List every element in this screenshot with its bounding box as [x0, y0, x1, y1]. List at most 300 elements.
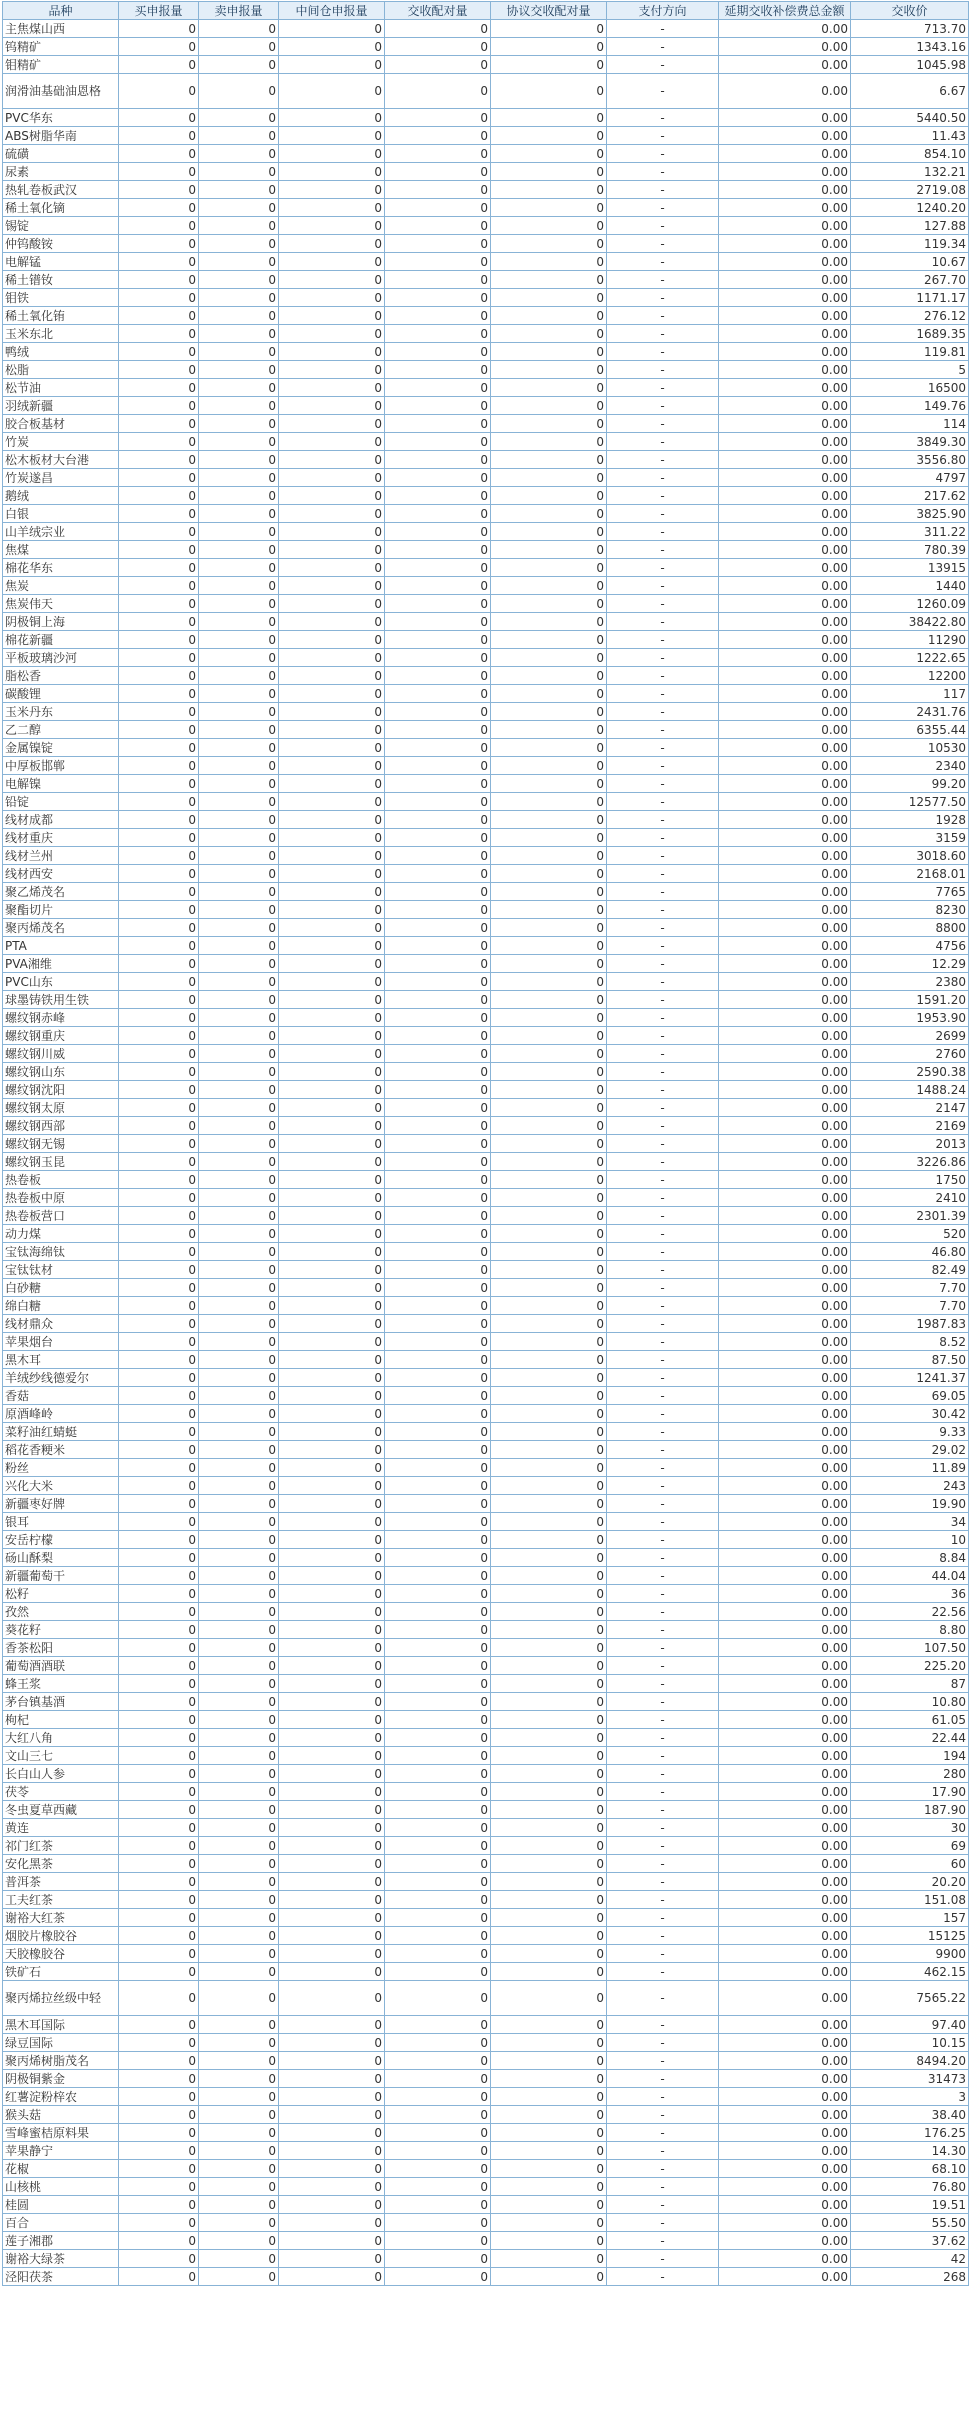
table-row [3, 1405, 969, 1423]
table-cell: 0 [279, 505, 385, 523]
table-cell: 0 [385, 1369, 491, 1387]
table-cell: - [607, 775, 719, 793]
table-cell: 0 [119, 379, 199, 397]
table-cell: 0 [491, 1927, 607, 1945]
table-cell: 0 [199, 901, 279, 919]
table-cell: 0 [199, 811, 279, 829]
table-cell: 0 [491, 2142, 607, 2160]
table-cell: 1440 [851, 577, 969, 595]
table-cell: 0.00 [719, 1621, 851, 1639]
table-cell: 8494.20 [851, 2052, 969, 2070]
table-cell: 0 [199, 847, 279, 865]
table-row [3, 883, 969, 901]
table-cell: 7765 [851, 883, 969, 901]
table-cell: 0 [119, 847, 199, 865]
table-cell: 0.00 [719, 1891, 851, 1909]
table-cell: 0 [491, 1657, 607, 1675]
table-cell: 0 [385, 1621, 491, 1639]
table-cell: 520 [851, 1225, 969, 1243]
table-row [3, 1315, 969, 1333]
table-cell: 38422.80 [851, 613, 969, 631]
table-cell: - [607, 1207, 719, 1225]
table-cell: - [607, 1261, 719, 1279]
table-cell: 0 [119, 2196, 199, 2214]
table-cell: 0 [199, 577, 279, 595]
table-cell: 0 [199, 1891, 279, 1909]
commodity-cell: 胶合板基材 [3, 415, 119, 433]
table-cell: 0 [491, 1099, 607, 1117]
table-cell: 0 [119, 1549, 199, 1567]
table-cell: 0 [491, 217, 607, 235]
table-cell: 0 [199, 1315, 279, 1333]
table-cell: 0 [119, 1783, 199, 1801]
table-cell: 0 [491, 451, 607, 469]
table-cell: 0 [199, 56, 279, 74]
commodity-cell: 香菇 [3, 1387, 119, 1405]
table-cell: 0.00 [719, 2178, 851, 2196]
table-cell: 0 [385, 2016, 491, 2034]
table-cell: 0 [279, 1207, 385, 1225]
commodity-cell: 天胶橡胶谷 [3, 1945, 119, 1963]
table-cell: 0 [279, 38, 385, 56]
table-cell: 0.00 [719, 1675, 851, 1693]
table-cell: 0 [199, 1441, 279, 1459]
table-row [3, 1873, 969, 1891]
table-cell: 0.00 [719, 883, 851, 901]
table-cell: 0 [491, 991, 607, 1009]
table-cell: 0.00 [719, 2214, 851, 2232]
table-cell: 0 [491, 2214, 607, 2232]
table-cell: 0 [491, 847, 607, 865]
table-cell: 0 [491, 74, 607, 109]
table-cell: 0 [279, 1117, 385, 1135]
table-cell: 0 [279, 1423, 385, 1441]
table-cell: 0 [385, 2034, 491, 2052]
table-cell: - [607, 181, 719, 199]
table-cell: 0 [491, 973, 607, 991]
table-cell: - [607, 397, 719, 415]
table-row [3, 1153, 969, 1171]
table-cell: 0 [385, 1081, 491, 1099]
table-cell: 0 [491, 1045, 607, 1063]
commodity-cell: 粉丝 [3, 1459, 119, 1477]
table-row [3, 2268, 969, 2286]
table-cell: 0 [385, 505, 491, 523]
table-cell: - [607, 1639, 719, 1657]
table-cell: 0 [491, 199, 607, 217]
table-cell: 0 [385, 2142, 491, 2160]
table-cell: 0 [385, 1657, 491, 1675]
table-cell: 0 [491, 1279, 607, 1297]
table-cell: 0 [491, 595, 607, 613]
table-row [3, 757, 969, 775]
table-cell: 132.21 [851, 163, 969, 181]
commodity-cell: 花椒 [3, 2160, 119, 2178]
table-row [3, 253, 969, 271]
table-cell: 0 [491, 505, 607, 523]
table-cell: 0 [279, 1927, 385, 1945]
table-row [3, 397, 969, 415]
table-cell: 157 [851, 1909, 969, 1927]
table-cell: - [607, 235, 719, 253]
table-cell: 0 [119, 1585, 199, 1603]
commodity-cell: 棉花华东 [3, 559, 119, 577]
commodity-cell: 电解镍 [3, 775, 119, 793]
table-cell: 0.00 [719, 505, 851, 523]
table-cell: 0 [279, 2016, 385, 2034]
table-cell: 1045.98 [851, 56, 969, 74]
table-cell: 0 [119, 721, 199, 739]
table-cell: 11.89 [851, 1459, 969, 1477]
commodity-cell: 新疆枣好牌 [3, 1495, 119, 1513]
table-cell: - [607, 1189, 719, 1207]
table-cell: - [607, 307, 719, 325]
table-row [3, 451, 969, 469]
table-cell: 8.84 [851, 1549, 969, 1567]
table-cell: 0 [491, 613, 607, 631]
commodity-cell: 铁矿石 [3, 1963, 119, 1981]
table-cell: 0 [199, 2106, 279, 2124]
table-cell: 0.00 [719, 343, 851, 361]
table-cell: 0 [491, 1801, 607, 1819]
table-cell: 38.40 [851, 2106, 969, 2124]
table-cell: 0 [385, 1387, 491, 1405]
table-cell: 0 [279, 955, 385, 973]
commodity-cell: 主焦煤山西 [3, 20, 119, 38]
table-cell: 854.10 [851, 145, 969, 163]
table-cell: 0 [199, 721, 279, 739]
table-row [3, 1243, 969, 1261]
table-cell: 0 [199, 1081, 279, 1099]
table-cell: 0 [279, 1477, 385, 1495]
table-cell: 0 [385, 1333, 491, 1351]
table-cell: 0 [385, 559, 491, 577]
table-cell: 0.00 [719, 2142, 851, 2160]
table-cell: 0 [119, 523, 199, 541]
table-cell: 0 [491, 1747, 607, 1765]
commodity-cell: 松脂 [3, 361, 119, 379]
table-cell: 0 [279, 1963, 385, 1981]
table-cell: - [607, 217, 719, 235]
table-cell: - [607, 793, 719, 811]
table-cell: - [607, 1081, 719, 1099]
table-cell: 0 [279, 1981, 385, 2016]
table-cell: 0 [199, 1783, 279, 1801]
table-cell: 0 [119, 739, 199, 757]
table-cell: - [607, 523, 719, 541]
table-cell: 0.00 [719, 1873, 851, 1891]
table-cell: 0 [385, 1837, 491, 1855]
table-cell: - [607, 829, 719, 847]
table-cell: 1953.90 [851, 1009, 969, 1027]
table-row [3, 1099, 969, 1117]
table-cell: 0 [199, 1981, 279, 2016]
table-cell: 0 [491, 1315, 607, 1333]
table-row [3, 631, 969, 649]
table-cell: - [607, 1009, 719, 1027]
table-cell: 0.00 [719, 1351, 851, 1369]
table-cell: 0 [491, 1873, 607, 1891]
table-cell: 0 [491, 56, 607, 74]
table-cell: 0 [385, 1063, 491, 1081]
table-cell: 0 [491, 829, 607, 847]
commodity-cell: 枸杞 [3, 1711, 119, 1729]
commodity-cell: 祁门红茶 [3, 1837, 119, 1855]
table-cell: 0 [199, 1495, 279, 1513]
table-cell: 0 [385, 1927, 491, 1945]
table-cell: 1928 [851, 811, 969, 829]
table-cell: 0.00 [719, 1513, 851, 1531]
table-cell: 0.00 [719, 2106, 851, 2124]
table-cell: 0 [385, 487, 491, 505]
table-cell: 0 [385, 1747, 491, 1765]
table-cell: 0 [199, 1837, 279, 1855]
table-row [3, 1945, 969, 1963]
table-cell: 0 [491, 127, 607, 145]
table-cell: 0 [119, 1081, 199, 1099]
table-cell: 0 [279, 145, 385, 163]
table-cell: 0 [385, 56, 491, 74]
commodity-cell: 聚丙烯拉丝级中轻 [3, 1981, 119, 2016]
commodity-cell: 兴化大米 [3, 1477, 119, 1495]
commodity-cell: 百合 [3, 2214, 119, 2232]
table-cell: 0 [385, 74, 491, 109]
commodity-cell: 香茶松阳 [3, 1639, 119, 1657]
table-cell: 0 [279, 739, 385, 757]
table-cell: 0 [385, 1801, 491, 1819]
commodity-cell: 焦炭伟天 [3, 595, 119, 613]
table-cell: 0 [279, 991, 385, 1009]
table-cell: 0 [199, 1261, 279, 1279]
table-cell: 0 [491, 523, 607, 541]
table-cell: 0 [119, 253, 199, 271]
table-cell: 17.90 [851, 1783, 969, 1801]
table-cell: 0 [279, 811, 385, 829]
table-cell: - [607, 1027, 719, 1045]
table-cell: 0 [279, 1819, 385, 1837]
table-cell: 0.00 [719, 2052, 851, 2070]
table-cell: 0 [491, 2070, 607, 2088]
table-cell: 0 [491, 1567, 607, 1585]
table-cell: 0 [119, 1891, 199, 1909]
table-cell: 0.00 [719, 361, 851, 379]
table-cell: 0 [491, 1711, 607, 1729]
table-cell: - [607, 2034, 719, 2052]
table-cell: 3226.86 [851, 1153, 969, 1171]
table-cell: 0 [279, 1441, 385, 1459]
table-cell: 3556.80 [851, 451, 969, 469]
table-row [3, 199, 969, 217]
table-cell: 1343.16 [851, 38, 969, 56]
table-cell: 0 [119, 631, 199, 649]
table-cell: 0.00 [719, 1729, 851, 1747]
table-cell: 0 [385, 2052, 491, 2070]
commodity-cell: 茅台镇基酒 [3, 1693, 119, 1711]
table-row [3, 1081, 969, 1099]
table-cell: 0 [279, 2178, 385, 2196]
table-row [3, 595, 969, 613]
table-cell: 0 [119, 1837, 199, 1855]
table-cell: 10.80 [851, 1693, 969, 1711]
table-cell: 268 [851, 2268, 969, 2286]
commodity-cell: 线材兰州 [3, 847, 119, 865]
table-cell: 2013 [851, 1135, 969, 1153]
commodity-cell: 普洱茶 [3, 1873, 119, 1891]
table-cell: 0 [491, 397, 607, 415]
table-row [3, 1369, 969, 1387]
table-cell: 0 [279, 325, 385, 343]
table-row [3, 487, 969, 505]
table-cell: 0 [199, 1099, 279, 1117]
commodity-cell: 冬虫夏草西藏 [3, 1801, 119, 1819]
table-cell: 0 [279, 703, 385, 721]
table-cell: 0 [279, 20, 385, 38]
table-cell: 0 [279, 1369, 385, 1387]
table-cell: 0 [199, 38, 279, 56]
table-cell: 0.00 [719, 577, 851, 595]
table-cell: 9900 [851, 1945, 969, 1963]
table-cell: 0.00 [719, 865, 851, 883]
table-cell: 0 [199, 829, 279, 847]
table-cell: - [607, 1711, 719, 1729]
commodity-cell: 原酒峰岭 [3, 1405, 119, 1423]
table-cell: 0 [279, 1351, 385, 1369]
table-cell: 0 [279, 667, 385, 685]
table-cell: - [607, 1531, 719, 1549]
table-cell: 187.90 [851, 1801, 969, 1819]
table-cell: 0.00 [719, 1189, 851, 1207]
table-cell: 0 [279, 1729, 385, 1747]
table-cell: 0.00 [719, 1117, 851, 1135]
table-cell: 0 [119, 1063, 199, 1081]
table-cell: 0 [119, 955, 199, 973]
table-cell: 0 [199, 937, 279, 955]
table-cell: 0 [199, 271, 279, 289]
settlement-table-container [2, 1, 968, 2286]
table-cell: 3849.30 [851, 433, 969, 451]
table-cell: - [607, 1873, 719, 1891]
table-row [3, 1117, 969, 1135]
commodity-cell: 烟胶片橡胶谷 [3, 1927, 119, 1945]
table-cell: 0 [199, 1117, 279, 1135]
commodity-cell: 苹果烟台 [3, 1333, 119, 1351]
table-row [3, 739, 969, 757]
table-cell: 311.22 [851, 523, 969, 541]
table-cell: 0 [385, 109, 491, 127]
table-cell: 0 [279, 2142, 385, 2160]
table-cell: 0 [199, 2124, 279, 2142]
table-cell: - [607, 577, 719, 595]
table-cell: 0 [119, 901, 199, 919]
table-cell: 0 [385, 163, 491, 181]
table-cell: 0 [491, 1225, 607, 1243]
table-cell: 0 [491, 757, 607, 775]
settlement-table [2, 1, 969, 2286]
table-cell: 0.00 [719, 631, 851, 649]
commodity-cell: 松节油 [3, 379, 119, 397]
table-cell: 0 [385, 577, 491, 595]
table-cell: 3018.60 [851, 847, 969, 865]
table-cell: 0 [491, 1135, 607, 1153]
table-cell: - [607, 1351, 719, 1369]
table-cell: 0 [279, 1837, 385, 1855]
table-cell: 0 [199, 1657, 279, 1675]
table-cell: - [607, 721, 719, 739]
table-cell: 15125 [851, 1927, 969, 1945]
table-row [3, 955, 969, 973]
commodity-cell: 焦煤 [3, 541, 119, 559]
table-row [3, 2232, 969, 2250]
table-cell: 0 [119, 757, 199, 775]
commodity-cell: 线材鼎众 [3, 1315, 119, 1333]
commodity-cell: 阴极铜紫金 [3, 2070, 119, 2088]
table-cell: 0 [385, 1423, 491, 1441]
table-cell: 0 [279, 1333, 385, 1351]
table-cell: 0 [491, 1441, 607, 1459]
table-cell: 0 [385, 811, 491, 829]
table-cell: - [607, 1153, 719, 1171]
table-cell: 0.00 [719, 1477, 851, 1495]
table-cell: 0 [279, 397, 385, 415]
table-cell: 0.00 [719, 1207, 851, 1225]
table-cell: 0 [119, 2106, 199, 2124]
table-cell: 0.00 [719, 1837, 851, 1855]
table-cell: 0 [279, 1189, 385, 1207]
table-cell: 0 [279, 253, 385, 271]
table-cell: 0.00 [719, 973, 851, 991]
table-cell: 0.00 [719, 775, 851, 793]
table-cell: 10 [851, 1531, 969, 1549]
table-row [3, 1927, 969, 1945]
table-cell: 0.00 [719, 685, 851, 703]
table-cell: 0 [199, 2142, 279, 2160]
table-cell: 0 [199, 739, 279, 757]
table-cell: 0 [199, 1351, 279, 1369]
table-cell: 6.67 [851, 74, 969, 109]
table-cell: - [607, 2088, 719, 2106]
table-cell: 0.00 [719, 1135, 851, 1153]
table-row [3, 1819, 969, 1837]
table-row [3, 1639, 969, 1657]
table-cell: 0 [119, 433, 199, 451]
table-cell: 0 [385, 325, 491, 343]
table-cell: 0 [199, 1477, 279, 1495]
table-cell: - [607, 1819, 719, 1837]
table-cell: 0 [119, 2142, 199, 2160]
table-cell: 0.00 [719, 127, 851, 145]
table-cell: 0 [491, 703, 607, 721]
table-cell: 0 [199, 109, 279, 127]
table-cell: 0 [279, 1045, 385, 1063]
table-cell: 0 [279, 1765, 385, 1783]
commodity-cell: 螺纹钢沈阳 [3, 1081, 119, 1099]
table-cell: 0 [199, 217, 279, 235]
table-cell: - [607, 1945, 719, 1963]
table-cell: 0 [385, 2268, 491, 2286]
table-cell: 0 [199, 415, 279, 433]
table-cell: 0 [119, 775, 199, 793]
table-cell: 0 [385, 631, 491, 649]
table-cell: 0.00 [719, 919, 851, 937]
table-cell: 7565.22 [851, 1981, 969, 2016]
table-cell: 0.00 [719, 1657, 851, 1675]
table-cell: 0.00 [719, 415, 851, 433]
table-cell: 0 [491, 307, 607, 325]
table-cell: 0 [199, 541, 279, 559]
table-cell: 0.00 [719, 829, 851, 847]
table-cell: 37.62 [851, 2232, 969, 2250]
table-cell: 0 [385, 1243, 491, 1261]
